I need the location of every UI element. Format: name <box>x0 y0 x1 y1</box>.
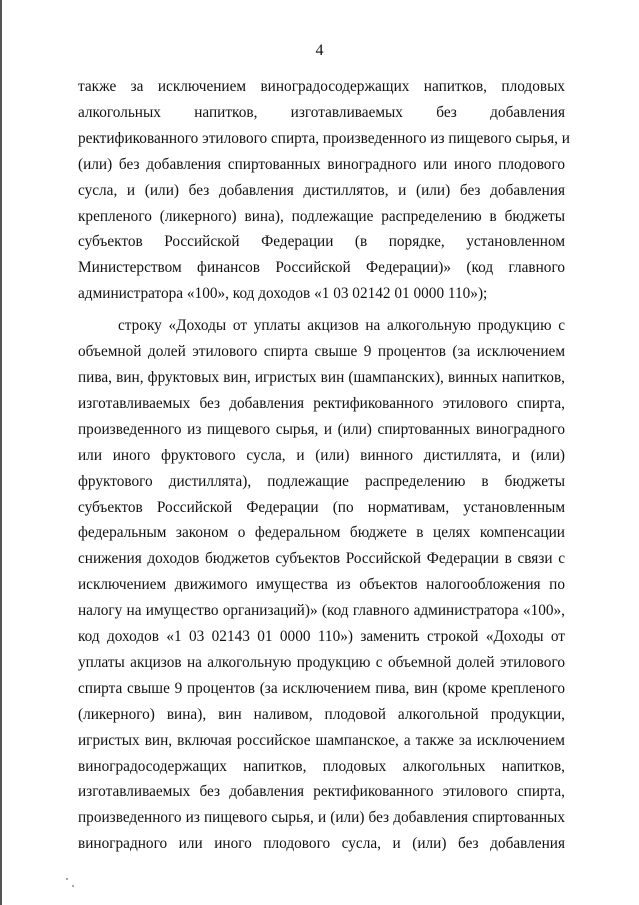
text-line: субъектов Российской Федерации (в порядке, установленном <box>78 233 565 251</box>
text-line: также за исключением виноградосодержащих напитков, плодовых <box>78 78 565 95</box>
text-line: федеральным законом о федеральном бюджете в целях компенсации <box>78 524 565 542</box>
text-line: изготавливаемых без добавления ректификованного этилового спирта, <box>78 394 565 412</box>
paragraph-1 <box>78 74 570 307</box>
text-line: ректификованного этилового спирта, произведенного из пищевого сырья, и <box>78 129 570 147</box>
scan-left-edge <box>0 0 2 905</box>
scan-speck <box>66 878 68 880</box>
text-line: код доходов «1 03 02143 01 0000 110») заменить строкой «Доходы от <box>78 628 565 646</box>
text-line: виноградосодержащих напитков, плодовых алкогольных напитков, <box>78 757 565 775</box>
document-body <box>78 74 570 857</box>
text-line: игристых вин, включая российское шампанское, а также за исключением <box>78 731 565 749</box>
text-line: объемной долей этилового спирта свыше 9 процентов (за исключением <box>78 343 565 361</box>
text-line: фруктового дистиллята), подлежащие распределению в бюджеты <box>78 472 565 490</box>
text-line: изготавливаемых без добавления ректификованного этилового спирта, <box>78 783 565 801</box>
text-line: (ликерного) вина), вин наливом, плодовой алкогольной продукции, <box>78 705 565 723</box>
scan-speck <box>72 885 74 887</box>
text-line: снижения доходов бюджетов субъектов Российской Федерации в связи с <box>78 550 565 568</box>
text-line: сусла, и (или) без добавления дистиллятов, и (или) без добавления <box>78 181 565 199</box>
text-line: субъектов Российской Федерации (по нормативам, установленным <box>78 498 565 516</box>
text-line: крепленого (ликерного) вина), подлежащие распределению в бюджеты <box>78 207 565 225</box>
text-line: администратора «100», код доходов «1 03 02142 01 0000 110»); <box>78 285 488 303</box>
paragraph-2 <box>78 313 565 857</box>
text-line: спирта свыше 9 процентов (за исключением пива, вин (кроме крепленого <box>78 679 565 697</box>
text-line: или иного фруктового сусла, и (или) винного дистиллята, и (или) <box>78 446 565 464</box>
text-line: (или) без добавления спиртованных виноградного или иного плодового <box>78 155 565 173</box>
text-line: строку «Доходы от уплаты акцизов на алкогольную продукцию с <box>118 317 565 335</box>
text-line: исключением движимого имущества из объектов налогообложения по <box>78 576 565 594</box>
text-line: алкогольных напитков, изготавливаемых без добавления <box>78 103 565 121</box>
page-number: 4 <box>315 42 324 59</box>
text-line: виноградного или иного плодового сусла, и (или) без добавления <box>78 835 565 853</box>
text-line: налогу на имущество организаций)» (код главного администратора «100», <box>78 602 565 620</box>
text-line: пива, вин, фруктовых вин, игристых вин (шампанских), винных напитков, <box>78 368 565 386</box>
text-line: Министерством финансов Российской Федерации)» (код главного <box>78 259 565 277</box>
text-line: произведенного из пищевого сырья, и (или) спиртованных виноградного <box>78 420 565 438</box>
text-line: уплаты акцизов на алкогольную продукцию с объемной долей этилового <box>78 653 565 671</box>
text-line: произведенного из пищевого сырья, и (или) без добавления спиртованных <box>78 809 565 827</box>
